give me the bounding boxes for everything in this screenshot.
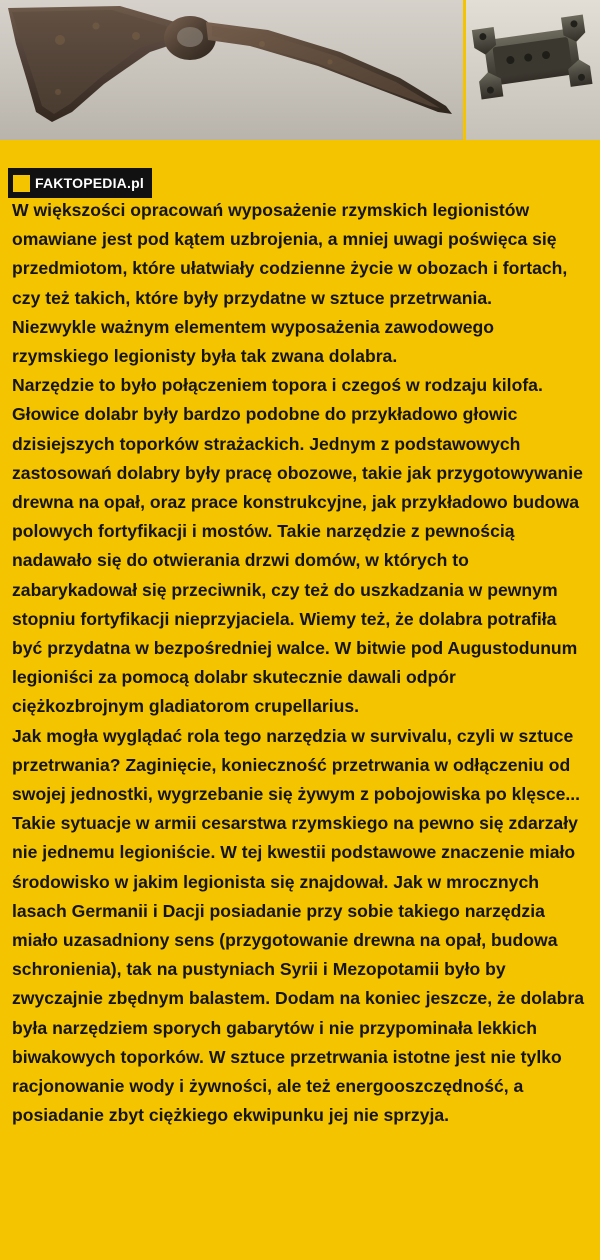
- article-paragraph-2: Niezwykle ważnym elementem wyposażenia zawodowego rzymskiego legionisty była tak zwana dolabra.: [12, 316, 495, 367]
- roman-metal-bracket-photo: [463, 0, 600, 140]
- article-paragraph-4: Jak mogła wyglądać rola tego narzędzia w survivalu, czyli w sztuce przetrwania? Zaginięcie, konieczność przetrwania w odłączeniu od swojej jednostki, wygrzebanie się żywym z pobojowiska po klęsce... Takie sytuacje w armii cesarstwa rzymskiego na pewno się zdarzały nie jednemu legioniście. W tej kwestii podstawowe znaczenie miało środowisko w jakim legionista się znajdował. Jak w mrocznych lasach Germanii i Dacji posiadanie przy sobie takiego narzędzia miało uzasadniony sens (przygotowanie drewna na opał, budowa schronienia), tak na pustyniach Syrii i Mezopotamii było by zwyczajnie zbędnym balastem. Dodam na koniec jeszcze, że dolabra była narzędziem sporych gabarytów i nie przypominała lekkich biwakowych toporków. W sztuce przetrwania istotne jest nie tylko racjonowanie wody i żywności, ale też energooszczędność, a posiadanie zbyt ciężkiego ekwipunku jej nie sprzyja.: [12, 725, 584, 1126]
- bracket-illustration: [466, 0, 600, 140]
- article-paragraph-1: W większości opracowań wyposażenie rzymskich legionistów omawiane jest pod kątem uzbrojenia, a mniej uwagi poświęca się przedmiotom, które ułatwiały codzienne życie w obozach i fortach, czy też takich, które były przydatne w sztuce przetrwania.: [12, 200, 568, 308]
- dolabra-illustration: [0, 0, 463, 140]
- site-logo[interactable]: [8, 168, 152, 198]
- article-body: [0, 196, 600, 1131]
- site-logo-text: FAKTOPEDIA.pl: [35, 175, 144, 191]
- roman-dolabra-head-photo: [0, 0, 463, 140]
- article-paragraph-3: Narzędzie to było połączeniem topora i czegoś w rodzaju kilofa. Głowice dolabr były bardzo podobne do przykładowo głowic dzisiejszych toporków strażackich. Jednym z podstawowych zastosowań dolabry były pracę obozowe, takie jak przygotowywanie drewna na opał, oraz prace konstrukcyjne, jak przykładowo budowa polowych fortyfikacji i mostów. Takie narzędzie z pewnością nadawało się do otwierania drzwi domów, w których to zabarykadował się przeciwnik, czy też do uszkadzania w pewnym stopniu fortyfikacji nieprzyjaciela. Wiemy też, że dolabra potrafiła być przydatna w bezpośredniej walce. W bitwie pod Augustodunum legioniści za pomocą dolabr skutecznie dawali odpór ciężkozbrojnym gladiatorom crupellarius.: [12, 375, 583, 717]
- image-strip: [0, 0, 600, 140]
- square-mark-icon: [13, 175, 30, 192]
